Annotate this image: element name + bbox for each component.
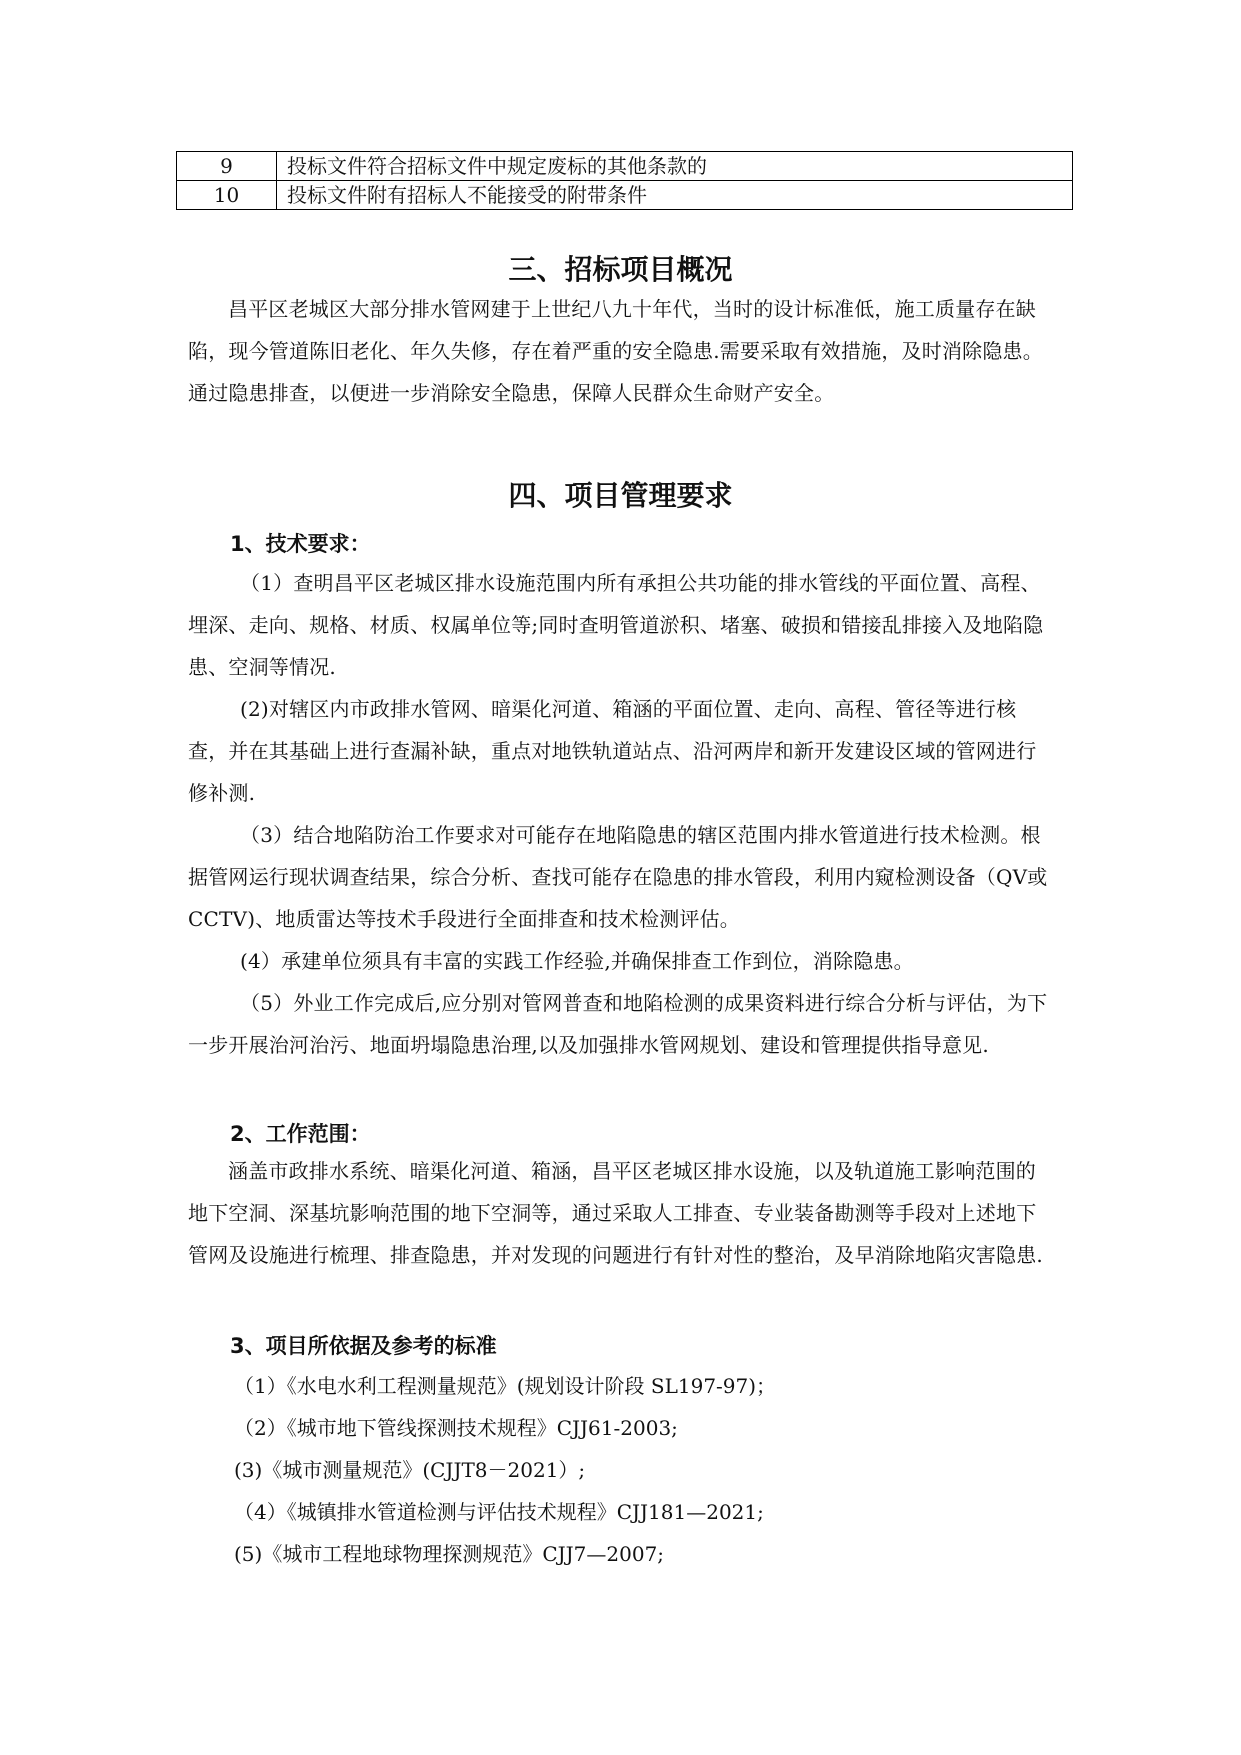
- standard-item-2: （2）《城市地下管线探测技术规程》CJJ61-2003;: [234, 1416, 678, 1440]
- tech-item-1: （1）查明昌平区老城区排水设施范围内所有承担公共功能的排水管线的平面位置、高程、埋深、走向、规格、材质、权属单位等;同时查明管道淤积、堵塞、破损和错接乱排接入及地陷隐患、空洞等情况.: [188, 571, 1044, 679]
- section3-body: 昌平区老城区大部分排水管网建于上世纪八九十年代，当时的设计标准低，施工质量存在缺陷，现今管道陈旧老化、年久失修，存在着严重的安全隐患.需要采取有效措施，及时消除隐患。 通过隐患排查，以便进一步消除安全隐患，保障人民群众生命财产安全。: [188, 297, 1043, 405]
- standard-item-3: (3)《城市测量规范》(CJJT8－2021）;: [234, 1458, 586, 1482]
- criteria-table: [176, 151, 1073, 210]
- tech-item-2: (2)对辖区内市政排水管网、暗渠化河道、箱涵的平面位置、走向、高程、管径等进行核查，并在其基础上进行查漏补缺，重点对地铁轨道站点、沿河两岸和新开发建设区域的管网进行修补测.: [188, 697, 1037, 805]
- scope-heading: 2、工作范围：: [230, 1122, 371, 1146]
- tech-heading: 1、技术要求：: [230, 532, 371, 556]
- scope-body: 涵盖市政排水系统、暗渠化河道、箱涵，昌平区老城区排水设施，以及轨道施工影响范围的地下空洞、深基坑影响范围的地下空洞等，通过采取人工排查、专业装备勘测等手段对上述地下管网及设施进行梳理、排查隐患，并对发现的问题进行有针对性的整治，及早消除地陷灾害隐患.: [188, 1159, 1043, 1267]
- section4-title: 四、项目管理要求: [508, 479, 733, 512]
- tech-item-3: （3）结合地陷防治工作要求对可能存在地陷隐患的辖区范围内排水管道进行技术检测。根据管网运行现状调查结果，综合分析、查找可能存在隐患的排水管段，利用内窥检测设备（QV或CCTV)、地质雷达等技术手段进行全面排查和技术检测评估。: [188, 823, 1048, 931]
- table-row: [177, 181, 1073, 210]
- tech-item-5: （5）外业工作完成后,应分别对管网普查和地陷检测的成果资料进行综合分析与评估，为下一步开展治河治污、地面坍塌隐患治理,以及加强排水管网规划、建设和管理提供指导意见.: [188, 991, 1048, 1057]
- standard-item-1: （1）《水电水利工程测量规范》(规划设计阶段 SL197-97)；: [234, 1374, 777, 1398]
- row-text: 投标文件符合招标文件中规定废标的其他条款的: [277, 152, 1073, 181]
- standard-item-4: （4）《城镇排水管道检测与评估技术规程》CJJ181—2021;: [234, 1500, 764, 1524]
- standards-heading: 3、项目所依据及参考的标准: [230, 1334, 497, 1358]
- row-text: 投标文件附有招标人不能接受的附带条件: [277, 181, 1073, 210]
- table-row: [177, 152, 1073, 181]
- row-number: 9: [177, 152, 277, 181]
- tech-item-4: (4）承建单位须具有丰富的实践工作经验,并确保排查工作到位，消除隐患。: [240, 949, 914, 973]
- standard-item-5: (5)《城市工程地球物理探测规范》CJJ7—2007;: [234, 1542, 665, 1566]
- row-number: 10: [177, 181, 277, 210]
- section3-title: 三、招标项目概况: [508, 253, 733, 286]
